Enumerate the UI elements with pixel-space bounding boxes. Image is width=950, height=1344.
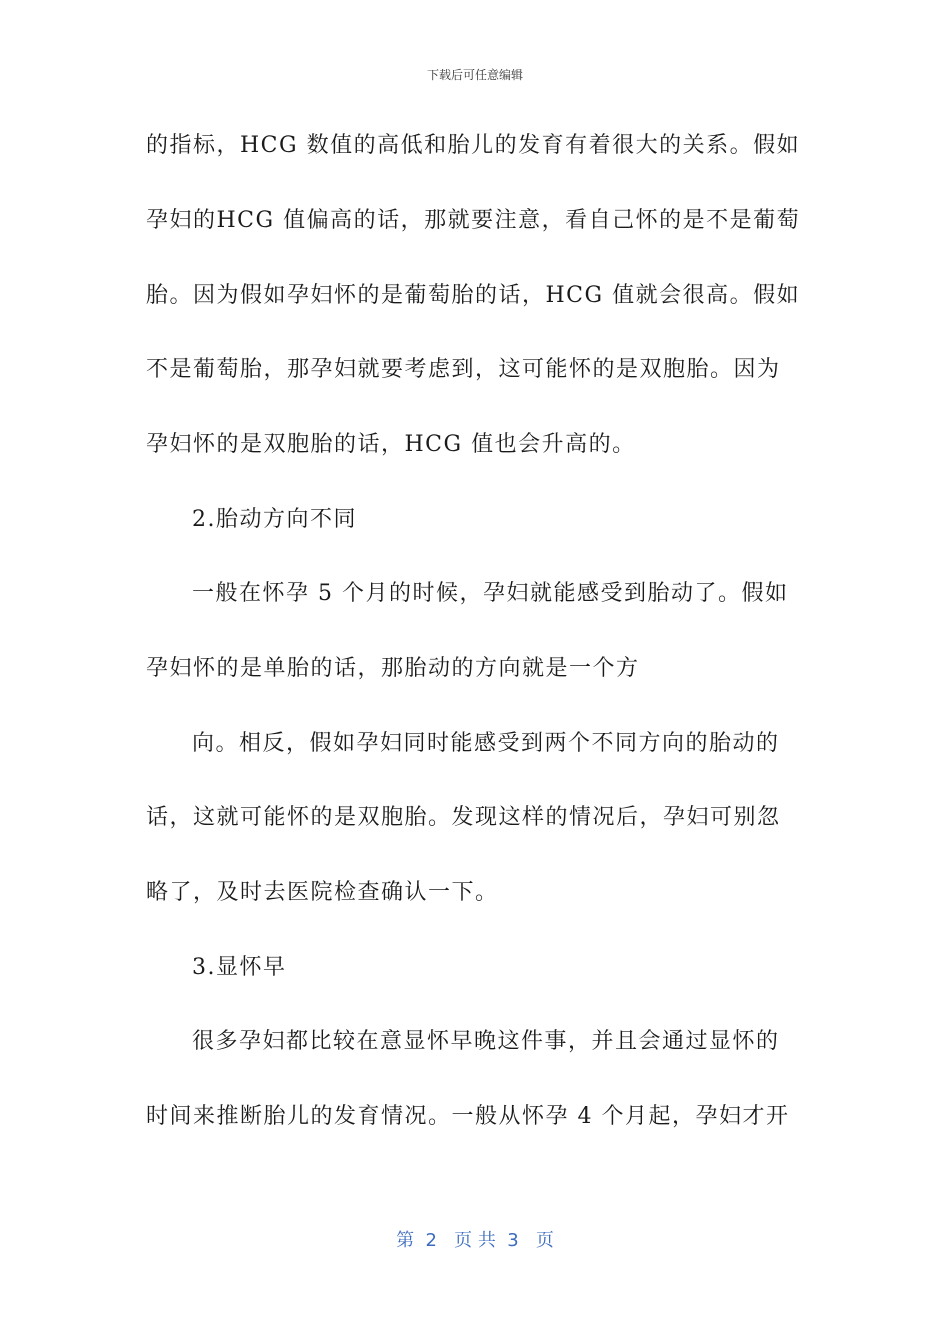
section-heading-2: 2.胎动方向不同 (192, 507, 357, 532)
page-footer-pagination: 第 2 页 共 3 页 (396, 1230, 554, 1251)
body-line-7: 一般在怀孕 5 个月的时候，孕妇就能感受到胎动了。假如 (192, 581, 789, 606)
body-line-2: 孕妇的HCG 值偏高的话，那就要注意，看自己怀的是不是葡萄 (146, 208, 801, 233)
body-line-8: 孕妇怀的是单胎的话，那胎动的方向就是一个方 (146, 656, 640, 681)
body-line-14: 时间来推断胎儿的发育情况。一般从怀孕 4 个月起，孕妇才开 (146, 1104, 790, 1129)
body-line-9: 向。相反，假如孕妇同时能感受到两个不同方向的胎动的 (192, 731, 780, 756)
body-line-3: 胎。因为假如孕妇怀的是葡萄胎的话，HCG 值就会很高。假如 (146, 283, 801, 308)
body-line-13: 很多孕妇都比较在意显怀早晚这件事，并且会通过显怀的 (192, 1029, 780, 1054)
body-line-1: 的指标，HCG 数值的高低和胎儿的发育有着很大的关系。假如 (146, 133, 801, 158)
body-line-5: 孕妇怀的是双胞胎的话，HCG 值也会升高的。 (146, 432, 636, 457)
body-line-4: 不是葡萄胎，那孕妇就要考虑到，这可能怀的是双胞胎。因为 (146, 357, 781, 382)
body-line-10: 话，这就可能怀的是双胞胎。发现这样的情况后，孕妇可别忽 (146, 805, 781, 830)
body-line-11: 略了，及时去医院检查确认一下。 (146, 880, 499, 905)
page-header: 下载后可任意编辑 (426, 68, 523, 82)
section-heading-3: 3.显怀早 (192, 955, 287, 980)
